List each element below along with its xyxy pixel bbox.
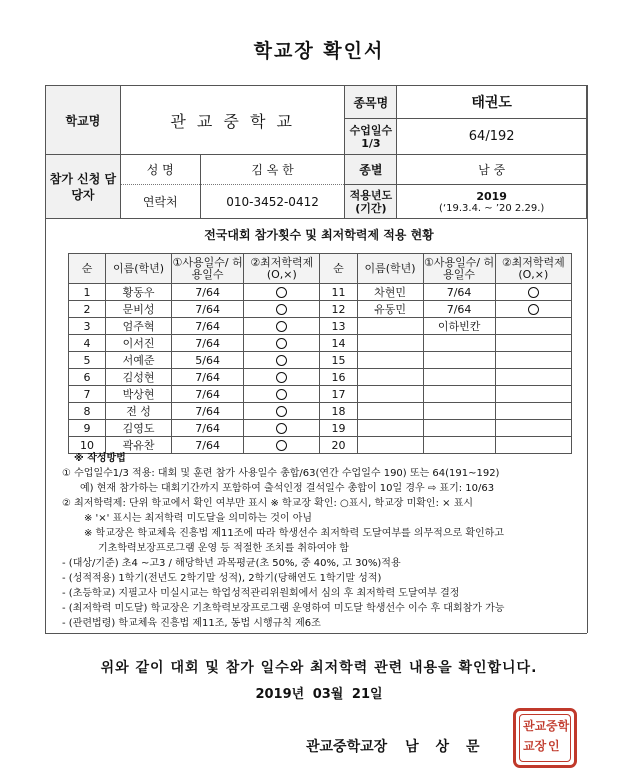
student-name: 유동민: [357, 301, 423, 318]
check-circle-icon: [276, 338, 287, 349]
row-number: 1: [69, 284, 106, 301]
student-name: [357, 386, 423, 403]
min-academic-mark: [495, 352, 571, 369]
note-item: 예) 현재 참가하는 대회기간까지 포함하여 출석인정 결석일수 총합이 10일 경우 ⇨ 표기: 10/63: [80, 483, 495, 494]
check-circle-icon: [276, 355, 287, 366]
used-days: 7/64: [172, 386, 244, 403]
row-number: 9: [69, 420, 106, 437]
document-title: 학교장 확인서: [253, 40, 385, 62]
check-circle-icon: [276, 287, 287, 298]
student-name: [357, 335, 423, 352]
row-number: 19: [320, 420, 357, 437]
check-circle-icon: [528, 304, 539, 315]
header-days: ①사용일수/ 허용일수: [172, 254, 244, 284]
gender-label: 종별: [345, 155, 397, 185]
row-number: 12: [320, 301, 357, 318]
confirmation-date: 2019년 03월 21일: [255, 687, 383, 702]
header-days: ①사용일수/ 허용일수: [423, 254, 495, 284]
header-name: 이름(학년): [357, 254, 423, 284]
check-circle-icon: [276, 423, 287, 434]
min-academic-mark: [244, 369, 320, 386]
year-cell: [397, 185, 587, 219]
school-name: 관 교 중 학 교: [120, 86, 345, 155]
note-item: 기초학력보장프로그램 운영 등 적절한 조치를 취하여야 함: [98, 543, 349, 554]
min-academic-mark: [244, 386, 320, 403]
header-min: ②최저학력제 (O,×): [244, 254, 320, 284]
used-days: [423, 420, 495, 437]
student-name: 엄주혁: [106, 318, 172, 335]
used-days: 7/64: [172, 318, 244, 335]
note-item: - (관련법령) 학교체육 진흥법 제11조, 동법 시행규칙 제6조: [62, 618, 321, 629]
min-academic-mark: [495, 301, 571, 318]
row-number: 14: [320, 335, 357, 352]
note-item: ※ 학교장은 학교체육 진흥법 제11조에 따라 학생선수 최저학력 도달여부를 의무적으로 확인하고: [84, 528, 504, 539]
student-name: [357, 369, 423, 386]
student-name: 김영도: [106, 420, 172, 437]
row-number: 3: [69, 318, 106, 335]
min-academic-mark: [495, 403, 571, 420]
info-table: [45, 85, 587, 219]
writing-notes: [62, 451, 622, 631]
min-academic-mark: [244, 284, 320, 301]
used-days: 7/64: [172, 284, 244, 301]
check-circle-icon: [276, 304, 287, 315]
row-number: 6: [69, 369, 106, 386]
min-academic-mark: [244, 403, 320, 420]
confirmation-text: 위와 같이 대회 및 참가 일수와 최저학력 관련 내용을 확인합니다.: [100, 660, 538, 676]
student-name: 전 성: [106, 403, 172, 420]
row-number: 8: [69, 403, 106, 420]
table-row: [69, 301, 572, 318]
note-item: ② 최저학력제: 단위 학교에서 확인 여부만 표시 ※ 학교장 확인: ○표시, 학교장 미확인: × 표시: [62, 498, 474, 509]
student-name: 문비성: [106, 301, 172, 318]
used-days: 7/64: [423, 284, 495, 301]
row-number: 2: [69, 301, 106, 318]
participation-table: [68, 253, 572, 454]
check-circle-icon: [276, 321, 287, 332]
signature-name: 남 상 문: [405, 739, 486, 755]
table-row: [69, 318, 572, 335]
school-label: 학교명: [46, 86, 121, 155]
used-days: 7/64: [172, 335, 244, 352]
signature-line: [306, 736, 485, 756]
contact-label: 연락처: [120, 185, 200, 219]
check-circle-icon: [276, 372, 287, 383]
period-value: (‘19.3.4. ~ ’20 2.29.): [439, 202, 545, 214]
min-academic-mark: [244, 420, 320, 437]
student-name: 박상현: [106, 386, 172, 403]
student-name: 이서진: [106, 335, 172, 352]
min-academic-mark: [244, 301, 320, 318]
table-row: [69, 284, 572, 301]
used-days: 7/64: [172, 301, 244, 318]
note-item: ① 수업일수1/3 적용: 대회 및 훈련 참가 사용일수 총합/63(연간 수업일수 190) 또는 64(191~192): [62, 468, 500, 479]
min-academic-mark: [244, 318, 320, 335]
header-no: 순: [69, 254, 106, 284]
contact-value: 010-3452-0412: [200, 185, 345, 219]
section-title: 전국대회 참가횟수 및 최저학력제 적용 현황: [204, 228, 434, 242]
student-name: 차현민: [357, 284, 423, 301]
check-circle-icon: [528, 287, 539, 298]
table-row: [69, 335, 572, 352]
school-seal-stamp: 관교 중학 교장 인: [513, 708, 577, 768]
used-days: [423, 335, 495, 352]
used-days: 7/64: [172, 369, 244, 386]
row-number: 10: [69, 437, 106, 454]
row-number: 16: [320, 369, 357, 386]
class-days-label: 수업일수 1/3: [345, 119, 397, 155]
frame-divider: [45, 633, 587, 634]
used-days: 7/64: [172, 420, 244, 437]
row-number: 18: [320, 403, 357, 420]
table-row: [69, 386, 572, 403]
student-name: 곽유찬: [106, 437, 172, 454]
note-item: ※ '×' 표시는 최저학력 미도달을 의미하는 것이 아님: [84, 513, 313, 524]
header-no: 순: [320, 254, 357, 284]
student-name: [357, 420, 423, 437]
sport-label: 종목명: [345, 86, 397, 119]
row-number: 7: [69, 386, 106, 403]
row-number: 20: [320, 437, 357, 454]
student-name: 황동우: [106, 284, 172, 301]
signature-school: 관교중학교장: [306, 739, 388, 755]
min-academic-mark: [495, 420, 571, 437]
check-circle-icon: [276, 406, 287, 417]
name-value: 김 옥 한: [200, 155, 345, 185]
table-row: [69, 352, 572, 369]
min-academic-mark: [495, 318, 571, 335]
table-row: [69, 369, 572, 386]
min-academic-mark: [495, 284, 571, 301]
student-name: [357, 352, 423, 369]
row-number: 17: [320, 386, 357, 403]
used-days: [423, 386, 495, 403]
row-number: 13: [320, 318, 357, 335]
header-min: ②최저학력제 (O,×): [495, 254, 571, 284]
row-number: 4: [69, 335, 106, 352]
used-days: 이하빈칸: [423, 318, 495, 335]
gender-value: 남 중: [397, 155, 587, 185]
min-academic-mark: [244, 335, 320, 352]
used-days: 7/64: [172, 403, 244, 420]
note-item: - (초등학교) 지필고사 미실시교는 학업성적관리위원회에서 심의 후 최저학력 도달여부 결정: [62, 588, 460, 599]
min-academic-mark: [495, 335, 571, 352]
student-name: 김성현: [106, 369, 172, 386]
used-days: 7/64: [423, 301, 495, 318]
min-academic-mark: [244, 352, 320, 369]
year-value: 2019: [476, 189, 507, 203]
sport-value: 태권도: [397, 86, 587, 119]
note-item: - (성적적용) 1학기(전년도 2학기말 성적), 2학기(당해연도 1학기말 성적): [62, 573, 382, 584]
note-item: - (대상/기준) 초4 ~고3 / 해당학년 과목평균(초 50%, 중 40%, 고 30%)적용: [62, 558, 401, 569]
row-number: 11: [320, 284, 357, 301]
used-days: [423, 369, 495, 386]
check-circle-icon: [276, 389, 287, 400]
header-name: 이름(학년): [106, 254, 172, 284]
note-item: - (최저학력 미도달) 학교장은 기초학력보장프로그램 운영하여 미도달 학생선수 이수 후 대회참가 가능: [62, 603, 505, 614]
used-days: [423, 403, 495, 420]
class-days-value: 64/192: [397, 119, 587, 155]
student-name: 서예준: [106, 352, 172, 369]
min-academic-mark: [495, 386, 571, 403]
row-number: 5: [69, 352, 106, 369]
student-name: [357, 403, 423, 420]
student-name: [357, 318, 423, 335]
used-days: [423, 352, 495, 369]
year-label: 적용년도 (기간): [345, 185, 397, 219]
table-row: [69, 403, 572, 420]
applicant-label: 참가 신청 담당자: [46, 155, 121, 219]
table-row: [69, 420, 572, 437]
check-circle-icon: [276, 440, 287, 451]
row-number: 15: [320, 352, 357, 369]
name-label: 성 명: [120, 155, 200, 185]
notes-heading: ※ 작성방법: [74, 453, 126, 464]
min-academic-mark: [495, 369, 571, 386]
used-days: 5/64: [172, 352, 244, 369]
used-days: 7/64: [172, 437, 244, 454]
